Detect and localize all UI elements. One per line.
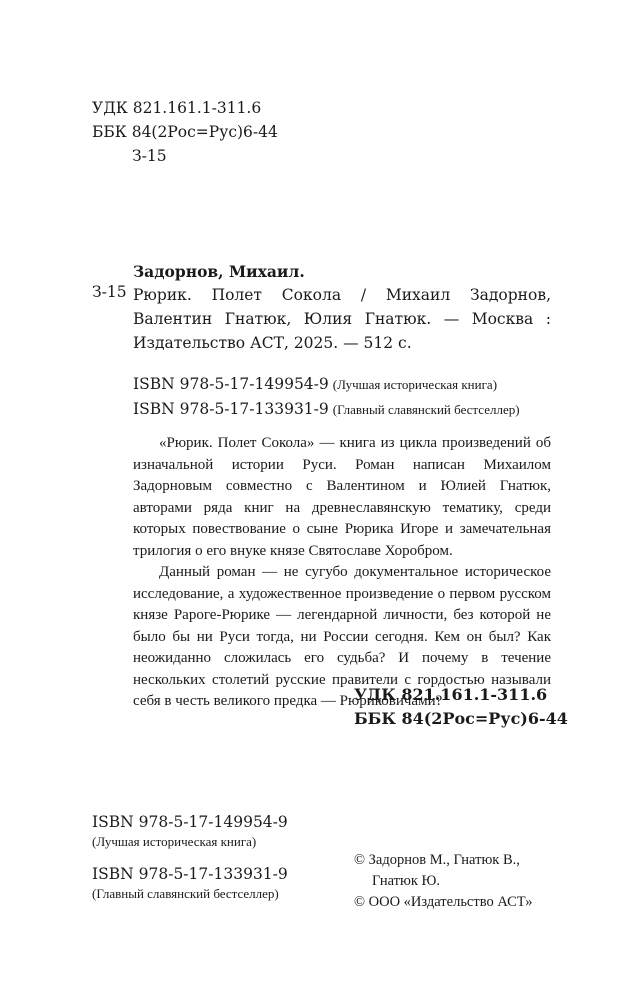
top-bbk-code: ББК 84(2Рос=Рус)6-44 <box>92 123 278 141</box>
isbn-number: ISBN 978-5-17-133931-9 <box>133 400 329 418</box>
isbn-line <box>133 397 520 422</box>
bottom-isbn-note: (Главный славянский бестселлер) <box>92 886 279 901</box>
annotation-paragraph: «Рюрик. Полет Сокола» — книга из цикла произведений об изначальной истории Руси. Роман написан Михаилом Задорновым совместно с Валентином и Юлией Гнатюк, авторами ряда книг на древнеславянскую тематику, среди которых повествование о сыне Рюрика Игоре и замечательная трилогия о его внуке князе Святославе Хоробром. <box>133 435 551 559</box>
bold-classification-codes <box>354 683 568 731</box>
isbn-note: (Главный славянский бестселлер) <box>332 402 520 417</box>
top-cutter-code: З-15 <box>132 147 167 165</box>
bib-description-line: Рюрик. Полет Сокола / Михаил Задорнов, <box>133 286 551 304</box>
bottom-isbn-number: ISBN 978-5-17-149954-9 <box>92 813 288 831</box>
copyright-line: Гнатюк Ю. <box>372 873 441 889</box>
annotation-paragraph: Данный роман — не сугубо документальное историческое исследование, а художественное произведение о первом русском князе Рароге-Рюрике — легендарной личности, без которой не было бы ни Руси тогда, ни России сегодня. Кем он был? Как неожиданно сложилась его судьба? И почему в течение нескольких столетий русские правители с гордостью называли себя в честь великого предка — Рюриковичами? <box>133 564 551 709</box>
isbn-block <box>133 372 520 422</box>
bib-description-line: Валентин Гнатюк, Юлия Гнатюк. — Москва : <box>133 310 551 328</box>
bib-cutter-code: З-15 <box>92 283 127 301</box>
copyright-block <box>354 850 532 913</box>
bib-description <box>133 283 551 355</box>
copyright-line: © Задорнов М., Гнатюк В., <box>354 852 520 868</box>
bib-author: Задорнов, Михаил. <box>133 262 305 281</box>
annotation <box>133 433 551 713</box>
isbn-line <box>133 372 520 397</box>
copyright-line: © ООО «Издательство АСТ» <box>354 894 533 910</box>
bib-description-line: Издательство АСТ, 2025. — 512 с. <box>133 334 412 352</box>
isbn-note: (Лучшая историческая книга) <box>332 377 498 392</box>
isbn-number: ISBN 978-5-17-149954-9 <box>133 375 329 393</box>
top-classification-codes <box>92 96 278 168</box>
bold-bbk-code: ББК 84(2Рос=Рус)6-44 <box>354 709 568 728</box>
bold-udk-code: УДК 821.161.1-311.6 <box>354 685 548 704</box>
top-udk-code: УДК 821.161.1-311.6 <box>92 99 262 117</box>
bottom-isbn-note: (Лучшая историческая книга) <box>92 834 257 849</box>
bottom-isbn-number: ISBN 978-5-17-133931-9 <box>92 865 288 883</box>
bottom-isbn-block <box>92 812 288 904</box>
